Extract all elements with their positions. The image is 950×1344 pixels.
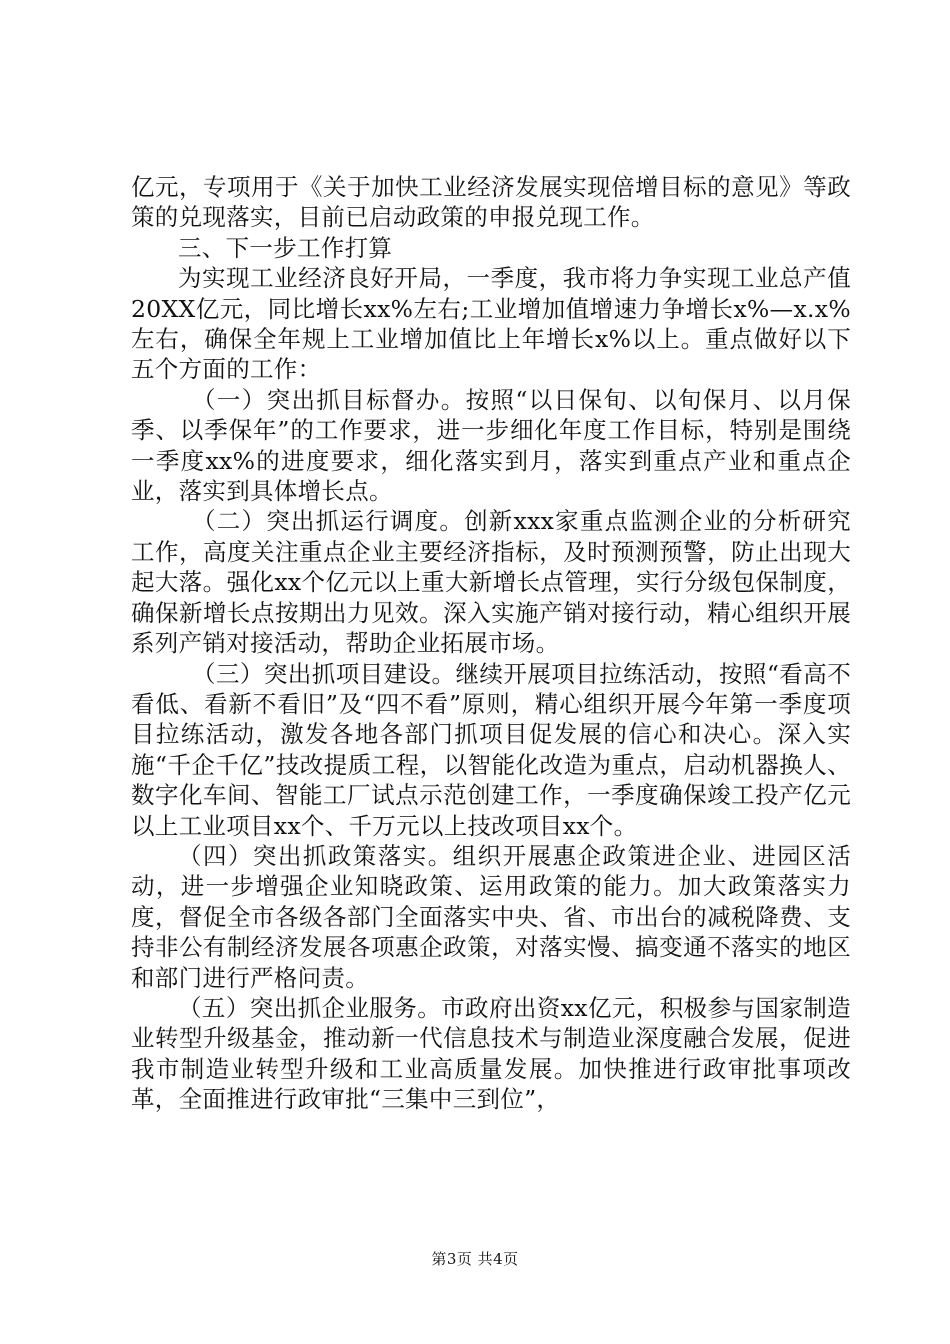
paragraph-item-2: （二）突出抓运行调度。创新xxx家重点监测企业的分析研究工作，高度关注重点企业主要经济指标，及时预测预警，防止出现大起大落。强化xx个亿元以上重大新增长点管理，实行分级包保制度，确保新增长点按期出力见效。深入实施产销对接行动，精心组织开展系列产销对接活动，帮助企业拓展市场。 [131,507,851,658]
paragraph-targets: 为实现工业经济良好开局，一季度，我市将力争实现工业总产值20XX亿元，同比增长xx%左右;工业增加值增速力争增长x%—x.x%左右，确保全年规上工业增加值比上年增长x%以上。重点做好以下五个方面的工作： [131,264,851,384]
paragraph-item-4: （四）突出抓政策落实。组织开展惠企政策进企业、进园区活动，进一步增强企业知晓政策、运用政策的能力。加大政策落实力度，督促全市各级各部门全面落实中央、省、市出台的减税降费、支持非公有制经济发展各项惠企政策，对落实慢、搞变通不落实的地区和部门进行严格问责。 [131,841,851,992]
paragraph-item-5: （五）突出抓企业服务。市政府出资xx亿元，积极参与国家制造业转型升级基金，推动新一代信息技术与制造业深度融合发展，促进我市制造业转型升级和工业高质量发展。加快推进行政审批事项改革，全面推进行政审批“三集中三到位”， [131,993,851,1114]
section-heading-next-steps: 三、下一步工作打算 [178,233,393,262]
document-body [131,172,851,1115]
paragraph-item-1: （一）突出抓目标督办。按照“以日保旬、以旬保月、以月保季、以季保年”的工作要求，进一步细化年度工作目标，特别是围绕一季度xx%的进度要求，细化落实到月，落实到重点产业和重点企业，落实到具体增长点。 [131,385,851,506]
page-number: 第3页 共4页 [431,1250,519,1268]
paragraph-item-3: （三）突出抓项目建设。继续开展项目拉练活动，按照“看高不看低、看新不看旧”及“四不看”原则，精心组织开展今年第一季度项目拉练活动，激发各地各部门抓项目促发展的信心和决心。深入实施“千企千亿”技改提质工程，以智能化改造为重点，启动机器换人、数字化车间、智能工厂试点示范创建工作，一季度确保竣工投产亿元以上工业项目xx个、千万元以上技改项目xx个。 [131,659,851,840]
paragraph-continued: 亿元，专项用于《关于加快工业经济发展实现倍增目标的意见》等政策的兑现落实，目前已启动政策的申报兑现工作。 [131,173,851,232]
